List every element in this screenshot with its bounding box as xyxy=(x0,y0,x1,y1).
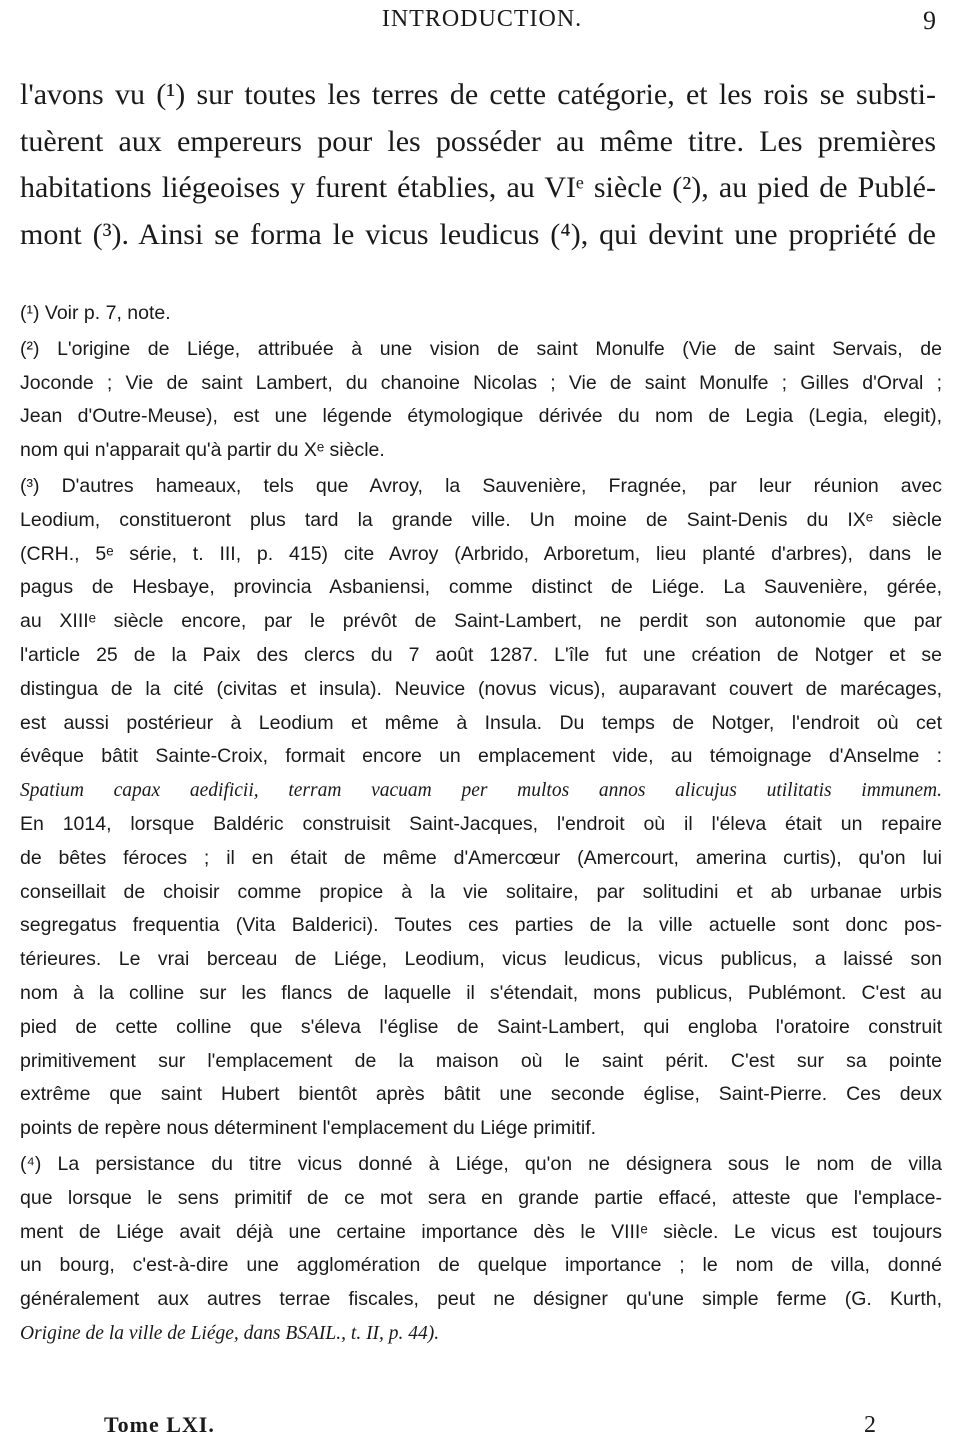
footnote-line: (CRH., 5ᵉ série, t. III, p. 415) cite Avroy (Arbrido, Arboretum, lieu planté d'arbres), dans le xyxy=(20,542,942,565)
main-text xyxy=(20,72,936,258)
footnote-line: Jean d'Outre-Meuse), est une légende étymologique dérivée du nom de Legia (Legia, elegit), xyxy=(20,405,942,428)
footnote-line: Joconde ; Vie de saint Lambert, du chanoine Nicolas ; Vie de saint Monulfe ; Gilles d'Orval ; xyxy=(20,371,942,394)
footnote-line: au XIIIᵉ siècle encore, par le prévôt de Saint-Lambert, ne perdit son autonomie que par xyxy=(20,610,942,633)
footnote-line: généralement aux autres terrae fiscales, peut ne désigner qu'une simple ferme (G. Kurth, xyxy=(20,1288,942,1311)
running-title: INTRODUCTION. xyxy=(381,6,583,32)
footnote-line: (²) L'origine de Liége, attribuée à une vision de saint Monulfe (Vie de saint Servais, de xyxy=(20,337,942,360)
footnote-line: ment de Liége avait déjà une certaine importance dès le VIIIᵉ siècle. Le vicus est toujours xyxy=(20,1220,942,1243)
footnote-line: évêque bâtit Sainte-Croix, formait encore un emplacement vide, au témoignage d'Anselme : xyxy=(20,745,942,768)
page-number: 9 xyxy=(923,6,936,35)
volume-label: Tome LXI. xyxy=(104,1412,215,1437)
footnote-line: primitivement sur l'emplacement de la maison où le saint périt. C'est sur sa pointe xyxy=(20,1049,942,1072)
text-line: habitations liégeoises y furent établies, au VIᵉ siècle (²), au pied de Publé- xyxy=(20,171,936,204)
footnote-2 xyxy=(20,333,942,468)
footnote-line: conseillait de choisir comme propice à la vie solitaire, par solitudini et ab urbanae urbis xyxy=(20,880,942,903)
running-head xyxy=(0,6,964,42)
footnote-line: Origine de la ville de Liége, dans BSAIL., t. II, p. 44). xyxy=(20,1322,440,1344)
footnote-line: l'article 25 de la Paix des clercs du 7 août 1287. L'île fut une création de Notger et se xyxy=(20,643,942,666)
text-line: l'avons vu (¹) sur toutes les terres de cette catégorie, et les rois se substi- xyxy=(20,78,936,111)
footnote-line: nom qui n'apparait qu'à partir du Xᵉ siècle. xyxy=(20,439,385,462)
footnote-line: est aussi postérieur à Leodium et même à Insula. Du temps de Notger, l'endroit où cet xyxy=(20,711,942,734)
footnote-line: points de repère nous déterminent l'emplacement du Liége primitif. xyxy=(20,1117,597,1140)
footnote-line: un bourg, c'est-à-dire une agglomération de quelque importance ; le nom de villa, donné xyxy=(20,1254,942,1277)
footnote-line: (³) D'autres hameaux, tels que Avroy, la Sauvenière, Fragnée, par leur réunion avec xyxy=(20,474,942,497)
footnote-line: nom à la colline sur les flancs de laquelle il s'étendait, mons publicus, Publémont. C'est au xyxy=(20,981,942,1004)
footnote-3 xyxy=(20,470,942,1146)
footnote-line: pagus de Hesbaye, provincia Asbaniensi, comme distinct de Liége. La Sauvenière, gérée, xyxy=(20,576,942,599)
text-line: mont (³). Ainsi se forma le vicus leudicus (⁴), qui devint une propriété de xyxy=(20,217,936,251)
footnote-line: térieures. Le vrai berceau de Liége, Leodium, vicus leudicus, vicus publicus, a laissé son xyxy=(20,948,942,971)
page-footer xyxy=(0,1412,964,1448)
footnote-line: de bêtes féroces ; il en était de même d'Amercœur (Amercourt, amerina curtis), qu'on lui xyxy=(20,846,942,869)
footnote-line: que lorsque le sens primitif de ce mot sera en grande partie effacé, atteste que l'emplace- xyxy=(20,1186,942,1209)
footnote-1 xyxy=(20,297,942,331)
footnote-line: segregatus frequentia (Vita Balderici). Toutes ces parties de la ville actuelle sont donc pos- xyxy=(20,914,942,937)
footnotes xyxy=(20,297,942,1351)
footnote-line: Leodium, constitueront plus tard la grande ville. Un moine de Saint-Denis du IXᵉ siècle xyxy=(20,508,942,531)
footnote-line: (¹) Voir p. 7, note. xyxy=(20,302,171,324)
footnote-line: pied de cette colline que s'éleva l'église de Saint-Lambert, qui engloba l'oratoire construit xyxy=(20,1015,942,1038)
footnote-line: En 1014, lorsque Baldéric construisit Saint-Jacques, l'endroit où il l'éleva était un repaire xyxy=(20,812,942,835)
footnote-4 xyxy=(20,1148,942,1351)
footnote-line: extrême que saint Hubert bientôt après bâtit une seconde église, Saint-Pierre. Ces deux xyxy=(20,1083,942,1106)
footnote-line: (⁴) La persistance du titre vicus donné à Liége, qu'on ne désignera sous le nom de villa xyxy=(20,1152,942,1175)
text-line: tuèrent aux empereurs pour les posséder au même titre. Les premières xyxy=(20,124,936,158)
signature-mark: 2 xyxy=(864,1412,876,1438)
footnote-line: Spatium capax aedificii, terram vacuam per multos annos alicujus utilitatis immunem. xyxy=(20,780,942,802)
footnote-line: distingua de la cité (civitas et insula). Neuvice (novus vicus), auparavant couvert de marécages, xyxy=(20,677,942,700)
